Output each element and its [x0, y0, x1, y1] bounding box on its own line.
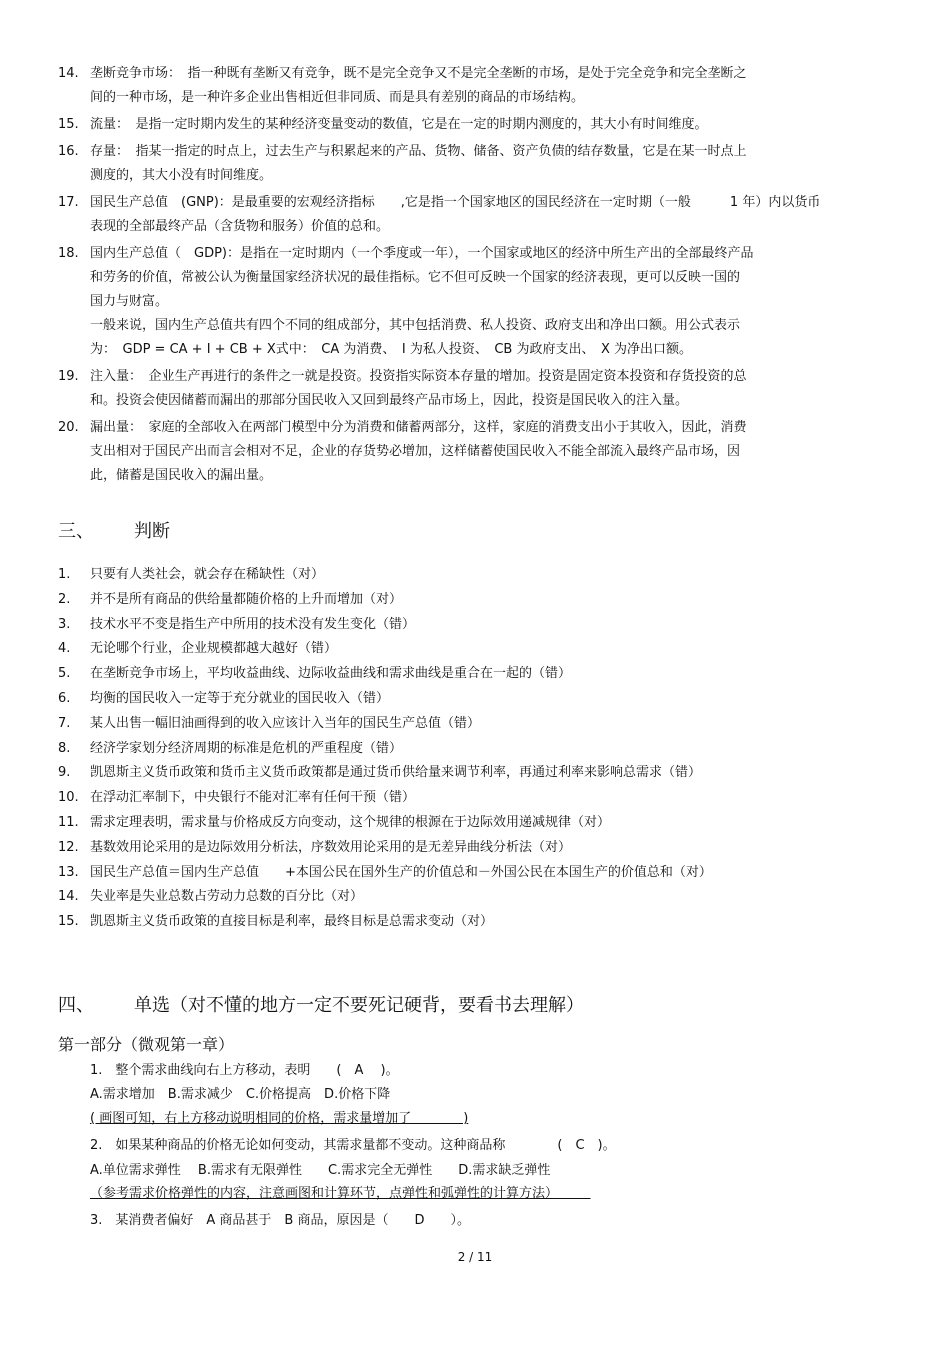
definition-text: 和劳务的价值，常被公认为衡量国家经济状况的最佳指标。它不但可反映一个国家的经济表现，更可以反映一国的: [90, 270, 741, 285]
question-1: 1. 整个需求曲线向右上方移动，表明 ( A )。: [90, 1063, 399, 1078]
section-heading-judgment: [58, 518, 170, 546]
item-text: 失业率是失业总数占劳动力总数的百分比（对）: [90, 889, 364, 905]
definition-item: [58, 140, 888, 188]
definition-item: [58, 113, 888, 137]
item-number: 5.: [58, 666, 71, 682]
item-number: 14.: [58, 66, 79, 81]
part-title: 第一部分（微观第一章）: [58, 1035, 235, 1054]
item-text: 凯恩斯主义货币政策的直接目标是利率，最终目标是总需求变动（对）: [90, 914, 494, 930]
section-title: 单选（对不懂的地方一定不要死记硬背，要看书去理解）: [134, 995, 584, 1016]
list-item: [58, 687, 888, 712]
list-item: [58, 662, 888, 687]
definition-item: [58, 242, 888, 362]
item-number: 20.: [58, 420, 79, 435]
definition-text: 一般来说，国内生产总值共有四个不同的组成部分，其中包括消费、私人投资、政府支出和净出口额。用公式表示: [90, 318, 741, 333]
item-number: 8.: [58, 740, 71, 756]
item-number: 15.: [58, 914, 79, 930]
definition-text: 支出相对于国民产出而言会相对不足，企业的存货势必增加，这样储蓄使国民收入不能全部流入最终产品市场，因: [90, 444, 741, 459]
item-text: 并不是所有商品的供给量都随价格的上升而增加（对）: [90, 591, 403, 607]
list-item: [58, 786, 888, 811]
item-text: 技术水平不变是指生产中所用的技术没有发生变化（错）: [90, 616, 416, 632]
item-number: 3.: [58, 616, 71, 632]
list-item: [58, 588, 888, 613]
definition-text: 和。投资会使因储蓄而漏出的那部分国民收入又回到最终产品市场上，因此，投资是国民收入的注入量。: [90, 393, 689, 408]
question-2: 2. 如果某种商品的价格无论如何变动，其需求量都不变动。这种商品称 ( C )。: [90, 1138, 616, 1153]
section-number: 四、: [58, 995, 94, 1016]
definition-text: 漏出量： 家庭的全部收入在两部门模型中分为消费和储蓄两部分，这样，家庭的消费支出小于其收入，因此，消费: [90, 420, 747, 435]
page-number: 2 / 11: [457, 1250, 493, 1264]
item-number: 9.: [58, 765, 71, 781]
item-text: 国民生产总值＝国内生产总值 +本国公民在国外生产的价值总和－外国公民在本国生产的价值总和（对）: [90, 864, 712, 880]
judgment-list: [58, 563, 888, 935]
section-title: 判断: [134, 521, 170, 542]
item-text: 基数效用论采用的是边际效用分析法，序数效用论采用的是无差异曲线分析法（对）: [90, 839, 572, 855]
definitions-list: [58, 62, 888, 491]
item-number: 1.: [58, 567, 71, 582]
question-3: 3. 某消费者偏好 A 商品甚于 B 商品，原因是（ D ）。: [90, 1213, 470, 1228]
item-number: 13.: [58, 864, 79, 880]
item-number: 17.: [58, 195, 79, 210]
item-text: 在垄断竞争市场上，平均收益曲线、边际收益曲线和需求曲线是重合在一起的（错）: [90, 666, 572, 682]
item-text: 无论哪个行业，企业规模都越大越好（错）: [90, 641, 338, 657]
item-number: 18.: [58, 246, 79, 261]
definition-text: 间的一种市场，是一种许多企业出售相近但非同质、而是具有差别的商品的市场结构。: [90, 90, 585, 105]
item-number: 14.: [58, 889, 79, 905]
item-text: 某人出售一幅旧油画得到的收入应该计入当年的国民生产总值（错）: [90, 715, 481, 731]
item-number: 4.: [58, 641, 71, 657]
item-number: 11.: [58, 814, 79, 830]
definition-text: 垄断竞争市场： 指一种既有垄断又有竞争，既不是完全竞争又不是完全垄断的市场，是处于完全竞争和完全垄断之: [90, 66, 747, 81]
definition-item: [58, 416, 888, 488]
definition-text: 表现的全部最终产品（含货物和服务）价值的总和。: [90, 219, 390, 234]
list-item: [58, 861, 888, 886]
definition-text: 测度的，其大小没有时间维度。: [90, 168, 273, 183]
list-item: [58, 836, 888, 861]
item-number: 7.: [58, 715, 71, 731]
item-text: 经济学家划分经济周期的标准是危机的严重程度（错）: [90, 740, 403, 756]
list-item: [58, 613, 888, 638]
item-text: 只要有人类社会，就会存在稀缺性（对）: [90, 567, 325, 582]
list-item: [58, 811, 888, 836]
definition-text: 为： GDP = CA + I + CB + X式中： CA 为消费、 I 为私人投资、 CB 为政府支出、 X 为净出口额。: [90, 342, 692, 357]
list-item: [58, 885, 888, 910]
item-number: 15.: [58, 117, 79, 132]
definition-text: 国民生产总值 (GNP)：是最重要的宏观经济指标 ,它是指一个国家地区的国民经济在一定时期（一般 1 年）内以货币: [90, 195, 821, 210]
item-text: 在浮动汇率制下，中央银行不能对汇率有任何干预（错）: [90, 790, 416, 806]
definition-text: 存量： 指某一指定的时点上，过去生产与积累起来的产品、货物、储备、资产负债的结存数量，它是在某一时点上: [90, 144, 747, 159]
list-item: [58, 637, 888, 662]
item-text: 需求定理表明，需求量与价格成反方向变动，这个规律的根源在于边际效用递减规律（对）: [90, 814, 611, 830]
definition-item: [58, 62, 888, 110]
item-number: 12.: [58, 839, 79, 855]
item-text: 均衡的国民收入一定等于充分就业的国民收入（错）: [90, 690, 390, 706]
section-heading-single-choice: [58, 992, 584, 1020]
question-1-options: A.需求增加 B.需求减少 C.价格提高 D.价格下降: [90, 1087, 391, 1102]
item-number: 2.: [58, 591, 71, 607]
definition-text: 流量： 是指一定时期内发生的某种经济变量变动的数值，它是在一定的时期内测度的，其大小有时间维度。: [90, 117, 708, 132]
list-item: [58, 761, 888, 786]
definition-text: 注入量： 企业生产再进行的条件之一就是投资。投资指实际资本存量的增加。投资是固定资本投资和存货投资的总: [90, 369, 747, 384]
item-number: 10.: [58, 790, 79, 806]
section-number: 三、: [58, 521, 94, 542]
list-item: [58, 737, 888, 762]
item-text: 凯恩斯主义货币政策和货币主义货币政策都是通过货币供给量来调节利率，再通过利率来影响总需求（错）: [90, 765, 702, 781]
question-2-note: （参考需求价格弹性的内容，注意画图和计算环节，点弹性和弧弹性的计算方法）: [90, 1186, 591, 1201]
list-item: [58, 563, 888, 588]
definition-text: 国力与财富。: [90, 294, 169, 309]
definition-text: 国内生产总值（ GDP)：是指在一定时期内（一个季度或一年），一个国家或地区的经济中所生产出的全部最终产品: [90, 246, 754, 261]
question-1-note: ( 画图可知，右上方移动说明相同的价格，需求量增加了 ): [90, 1111, 469, 1126]
definition-item: [58, 365, 888, 413]
definition-item: [58, 191, 888, 239]
question-2-options: A.单位需求弹性 B.需求有无限弹性 C.需求完全无弹性 D.需求缺乏弹性: [90, 1163, 551, 1178]
list-item: [58, 712, 888, 737]
item-number: 6.: [58, 690, 71, 706]
item-number: 19.: [58, 369, 79, 384]
list-item: [58, 910, 888, 935]
item-number: 16.: [58, 144, 79, 159]
definition-text: 此，储蓄是国民收入的漏出量。: [90, 468, 273, 483]
